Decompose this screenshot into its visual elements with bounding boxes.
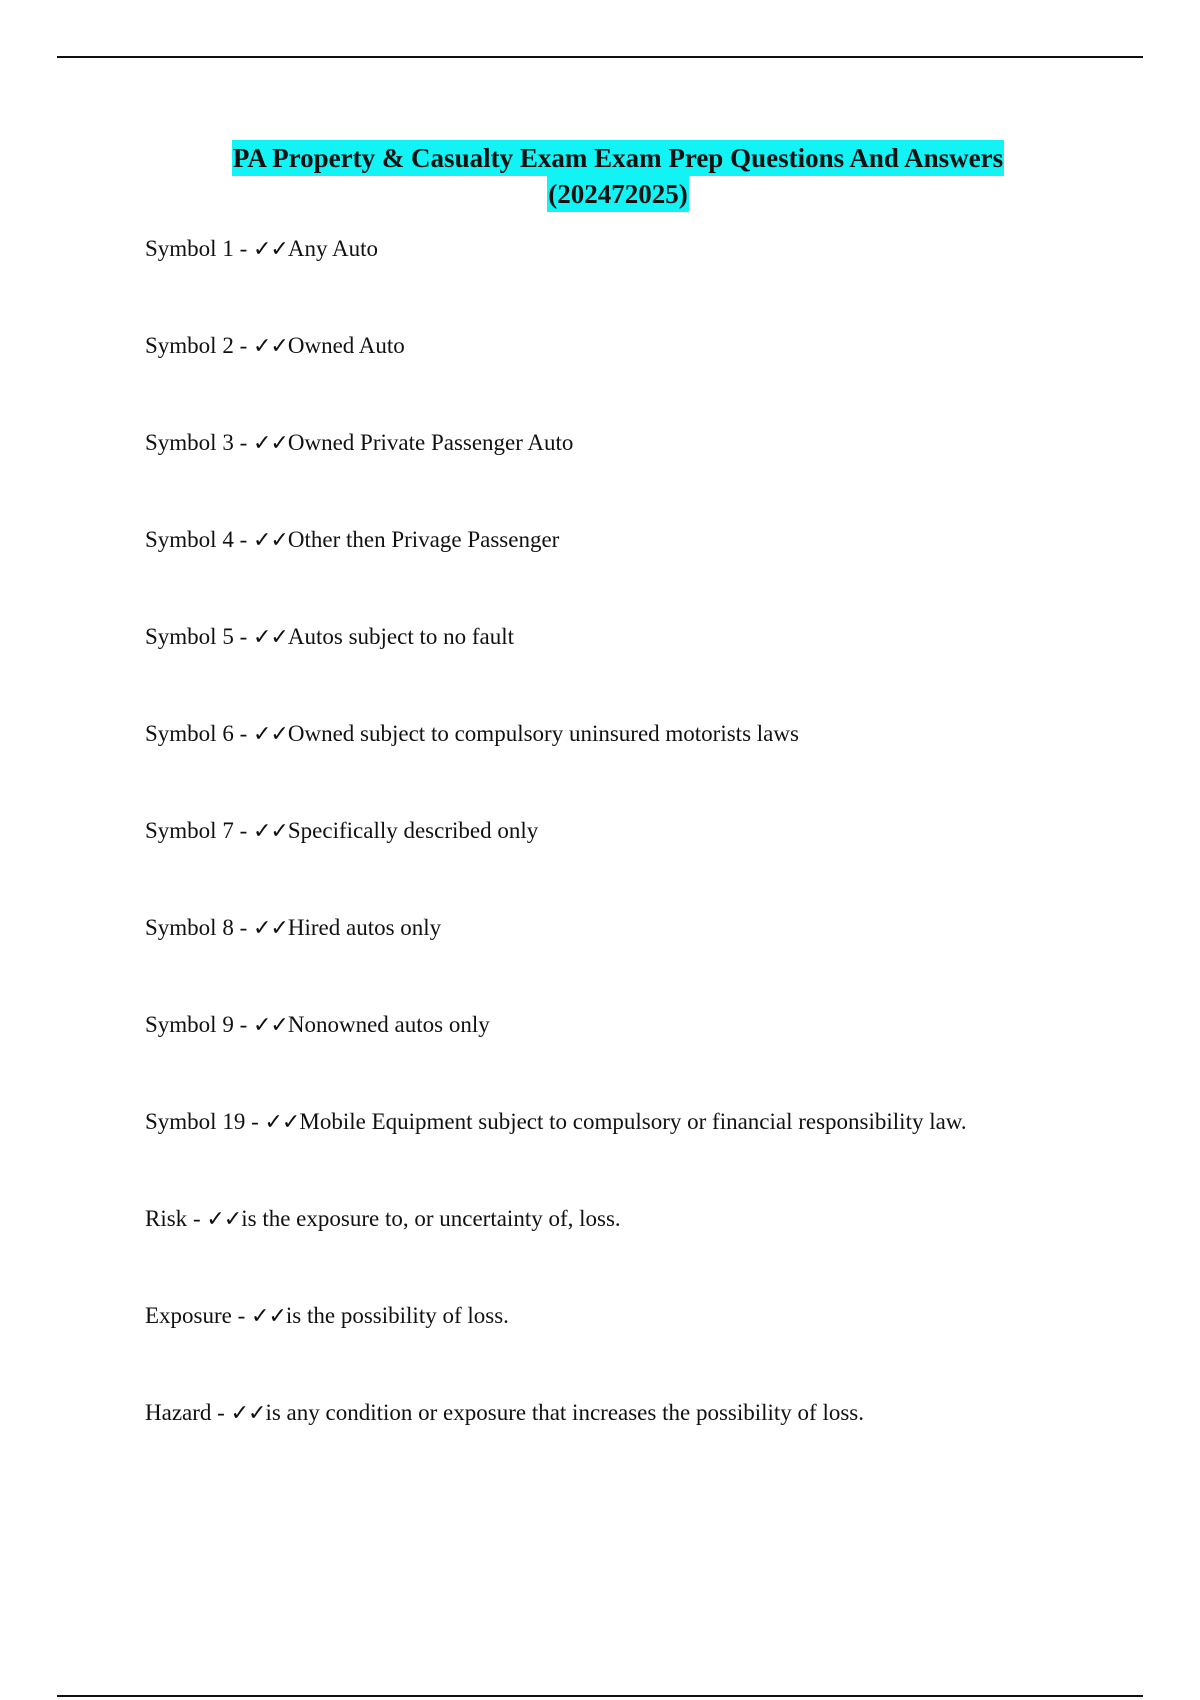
qa-separator: - bbox=[233, 624, 253, 649]
double-check-icon: ✓✓ bbox=[253, 334, 288, 359]
qa-definition: Owned Private Passenger Auto bbox=[287, 430, 574, 455]
qa-separator: - bbox=[233, 818, 253, 843]
double-check-icon: ✓✓ bbox=[253, 625, 288, 650]
qa-term: Exposure bbox=[145, 1303, 232, 1328]
qa-item bbox=[145, 814, 1145, 911]
qa-separator: - bbox=[211, 1400, 231, 1425]
qa-item bbox=[145, 1105, 1145, 1202]
qa-item bbox=[145, 232, 1145, 329]
qa-term: Symbol 2 bbox=[145, 333, 234, 358]
qa-separator: - bbox=[187, 1206, 207, 1231]
qa-definition: is the exposure to, or uncertainty of, loss. bbox=[241, 1206, 621, 1231]
qa-term: Symbol 4 bbox=[145, 527, 234, 552]
qa-item bbox=[145, 1396, 1145, 1493]
qa-definition: Any Auto bbox=[287, 236, 378, 261]
qa-separator: - bbox=[231, 1303, 252, 1328]
double-check-icon: ✓✓ bbox=[206, 1207, 242, 1232]
qa-separator: - bbox=[245, 1109, 265, 1134]
qa-separator: - bbox=[233, 527, 253, 552]
qa-item bbox=[145, 523, 1145, 620]
qa-item bbox=[145, 620, 1145, 717]
qa-definition: Owned Auto bbox=[287, 333, 405, 358]
qa-definition: Hired autos only bbox=[287, 915, 442, 940]
qa-item bbox=[145, 911, 1145, 1008]
double-check-icon: ✓✓ bbox=[253, 528, 288, 553]
title-line-1: PA Property & Casualty Exam Exam Prep Questions And Answers bbox=[232, 140, 1004, 176]
qa-term: Symbol 9 bbox=[145, 1012, 234, 1037]
qa-term: Hazard bbox=[145, 1400, 212, 1425]
qa-definition: Nonowned autos only bbox=[287, 1012, 490, 1037]
qa-term: Symbol 6 bbox=[145, 721, 234, 746]
qa-term: Symbol 1 bbox=[145, 236, 234, 261]
top-rule bbox=[57, 56, 1143, 58]
double-check-icon: ✓✓ bbox=[230, 1401, 266, 1426]
qa-item bbox=[145, 1299, 1145, 1396]
qa-item bbox=[145, 329, 1145, 426]
qa-definition: Specifically described only bbox=[287, 818, 539, 843]
qa-definition: Owned subject to compulsory uninsured motorists laws bbox=[287, 721, 799, 746]
qa-separator: - bbox=[233, 430, 253, 455]
qa-item bbox=[145, 717, 1145, 814]
double-check-icon: ✓✓ bbox=[253, 722, 288, 747]
qa-item bbox=[145, 1202, 1145, 1299]
qa-definition: is any condition or exposure that increases the possibility of loss. bbox=[265, 1400, 864, 1425]
qa-separator: - bbox=[233, 721, 253, 746]
qa-term: Symbol 3 bbox=[145, 430, 234, 455]
qa-separator: - bbox=[233, 236, 253, 261]
double-check-icon: ✓✓ bbox=[253, 819, 288, 844]
double-check-icon: ✓✓ bbox=[251, 1304, 286, 1329]
document-title bbox=[0, 140, 1200, 212]
qa-term: Symbol 19 bbox=[145, 1109, 246, 1134]
qa-term: Risk bbox=[145, 1206, 188, 1231]
qa-item bbox=[145, 1008, 1145, 1105]
qa-definition: Mobile Equipment subject to compulsory or financial responsibility law. bbox=[299, 1109, 967, 1134]
title-line-2: (202472025) bbox=[547, 176, 688, 212]
double-check-icon: ✓✓ bbox=[253, 1013, 288, 1038]
qa-separator: - bbox=[233, 915, 253, 940]
double-check-icon: ✓✓ bbox=[253, 237, 288, 262]
qa-separator: - bbox=[233, 1012, 253, 1037]
qa-item bbox=[145, 426, 1145, 523]
qa-list bbox=[145, 232, 1145, 1493]
qa-definition: is the possibility of loss. bbox=[285, 1303, 509, 1328]
double-check-icon: ✓✓ bbox=[253, 431, 288, 456]
qa-definition: Autos subject to no fault bbox=[287, 624, 515, 649]
double-check-icon: ✓✓ bbox=[253, 916, 288, 941]
qa-term: Symbol 7 bbox=[145, 818, 234, 843]
double-check-icon: ✓✓ bbox=[264, 1110, 300, 1135]
bottom-rule bbox=[57, 1695, 1143, 1697]
qa-term: Symbol 5 bbox=[145, 624, 234, 649]
qa-term: Symbol 8 bbox=[145, 915, 234, 940]
qa-definition: Other then Privage Passenger bbox=[287, 527, 560, 552]
qa-separator: - bbox=[233, 333, 253, 358]
